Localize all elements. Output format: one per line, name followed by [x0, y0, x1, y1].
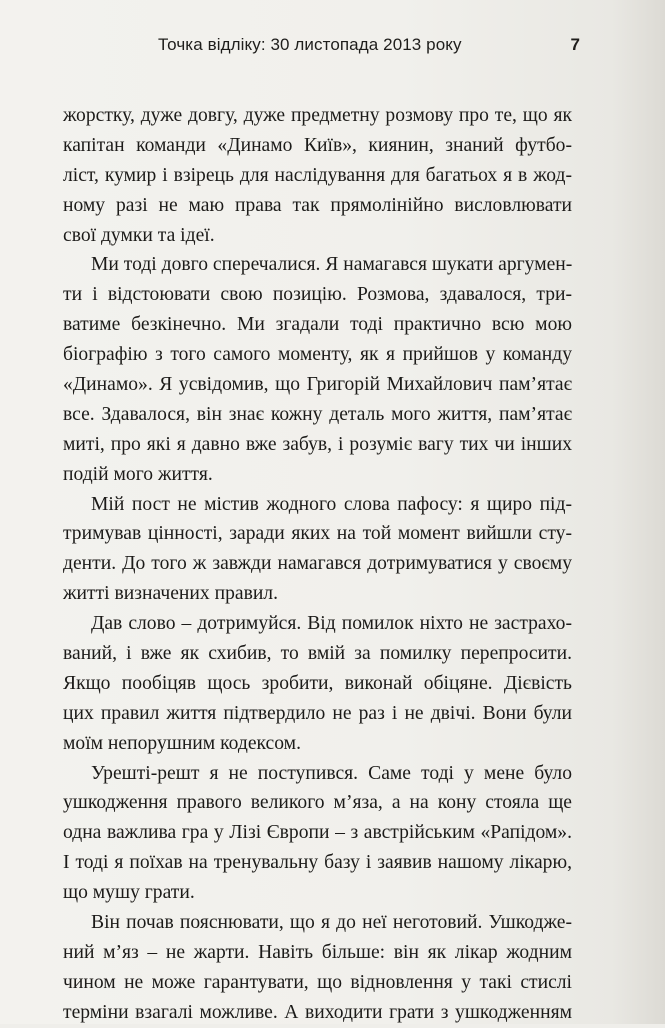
text-line: що мушу грати.: [63, 882, 195, 904]
text-line: тримував цінності, заради яких на той момент вийшли сту-: [63, 523, 572, 545]
page-number: 7: [570, 35, 580, 54]
text-line: ваний, і вже як схибив, то вмій за помилку перепросити.: [63, 643, 572, 665]
text-line: біографію з того самого моменту, як я прийшов у команду: [63, 344, 572, 366]
text-line: миті, про які я давно вже забув, і розуміє вагу тих чи інших: [63, 433, 572, 455]
text-line: Ми тоді довго сперечалися. Я намагався шукати аргумен-: [91, 254, 573, 276]
paragraph: [63, 609, 572, 758]
text-line: терміни взагалі можливе. А виходити грати з ушкодженням: [63, 1001, 572, 1023]
text-line: одна важлива гра у Лізі Європи – з австрійським «Рапідом».: [63, 822, 572, 844]
text-line: цих правил життя підтвердило не раз і не двічі. Вони були: [63, 702, 572, 724]
text-line: жорстку, дуже довгу, дуже предметну розмову про те, що як: [63, 105, 572, 126]
text-line: моїм непорушним кодексом.: [63, 732, 301, 754]
text-line: капітан команди «Динамо Київ», киянин, знаний футбо-: [63, 134, 572, 156]
text-line: ватиме безкінечно. Ми згадали тоді практично всю мою: [63, 314, 572, 336]
running-head: Точка відліку: 30 листопада 2013 року: [158, 35, 462, 54]
text-line: Він почав пояснювати, що я до неї неготовий. Ушкодже-: [91, 912, 572, 934]
paragraph: [63, 250, 572, 489]
text-line: ти і відстоювати свою позицію. Розмова, здавалося, три-: [63, 284, 572, 306]
paragraph: [63, 759, 572, 908]
page-header: [60, 35, 580, 59]
text-line: все. Здавалося, він знає кожну деталь мого життя, пам’ятає: [63, 403, 572, 425]
body-text: [63, 101, 572, 1028]
paragraph: [63, 908, 572, 1028]
text-line: ному разі не маю права так прямолінійно висловлювати: [63, 194, 572, 216]
paragraph: [63, 101, 572, 250]
text-line: Якщо пообіцяв щось зробити, виконай обіцяне. Дієвість: [63, 672, 572, 694]
text-line: Мій пост не містив жодного слова пафосу: я щиро під-: [91, 493, 572, 515]
text-line: денти. До того ж завжди намагався дотримуватися у своєму: [63, 553, 572, 575]
text-line: свої думки та ідеї.: [63, 224, 215, 246]
text-line: чином не може гарантувати, що відновлення у такі стислі: [63, 971, 572, 993]
text-line: Дав слово – дотримуйся. Від помилок ніхто не застрахо-: [91, 613, 572, 635]
text-line: Урешті-решт я не поступився. Саме тоді у мене було: [91, 762, 572, 784]
text-line: І тоді я поїхав на тренувальну базу і заявив нашому лікарю,: [63, 852, 572, 874]
text-line: ний м’яз – не жарти. Навіть більше: він як лікар жодним: [63, 941, 572, 963]
text-line: ушкодження правого великого м’яза, а на кону стояла ще: [63, 792, 572, 814]
text-line: ліст, кумир і взірець для наслідування для багатьох я в жод-: [63, 164, 572, 186]
text-line: подій мого життя.: [63, 463, 213, 485]
text-line: житті визначених правил.: [63, 583, 278, 605]
paragraph: [63, 490, 572, 610]
text-line: «Динамо». Я усвідомив, що Григорій Михайлович пам’ятає: [63, 374, 572, 396]
